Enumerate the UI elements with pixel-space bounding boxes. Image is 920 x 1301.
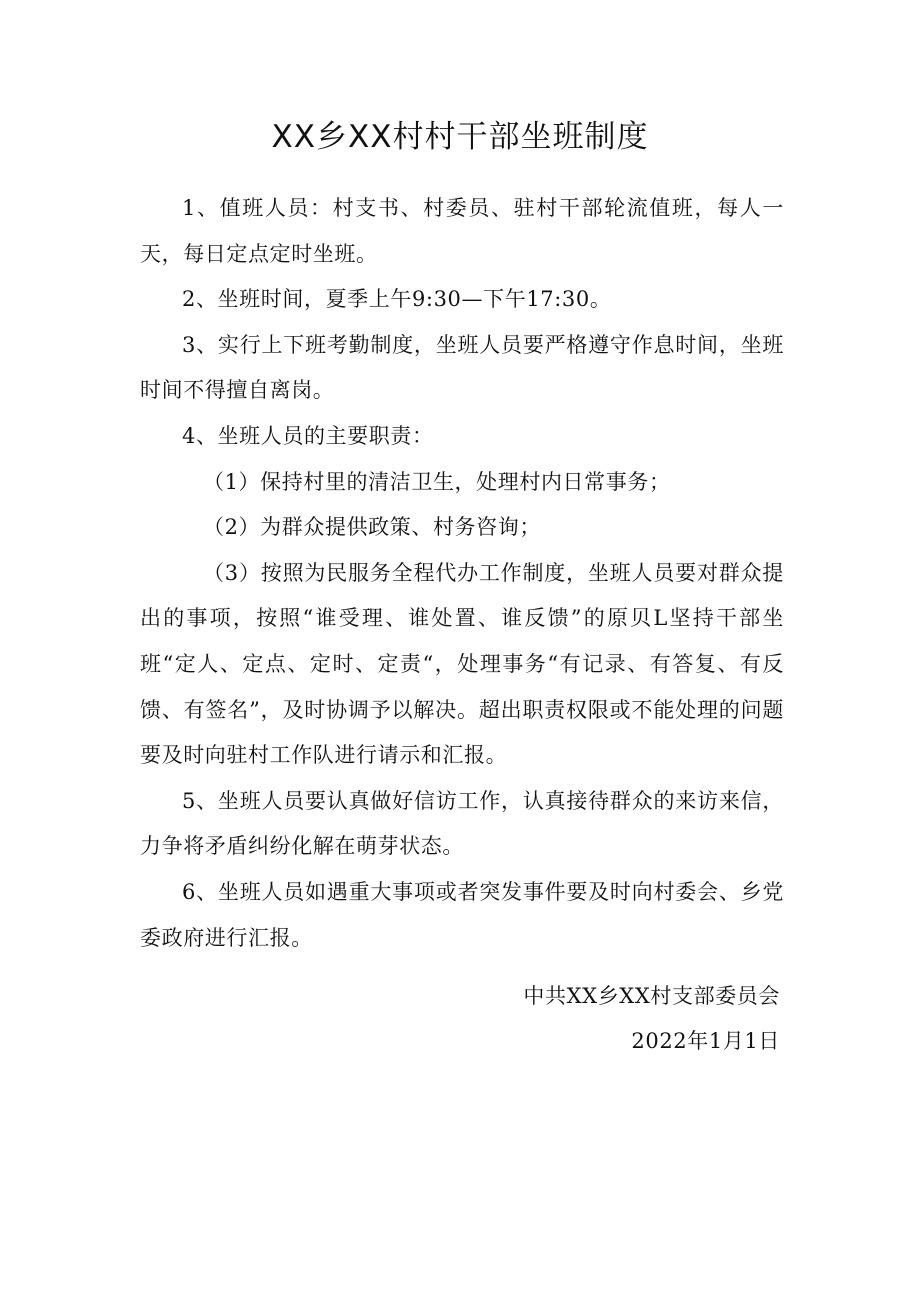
signature-organization: 中共XX乡XX村支部委员会	[523, 984, 780, 1008]
paragraph-attendance: 3、实行上下班考勤制度，坐班人员要严格遵守作息时间，坐班时间不得擅自离岗。	[140, 332, 784, 403]
paragraph-duty-item-3: （3）按照为民服务全程代办工作制度，坐班人员要对群众提出的事项，按照“谁受理、谁处置、谁反馈”的原贝L坚持干部坐班“定人、定点、定时、定责“，处理事务“有记录、有答复、有反馈、有签名”，及时协调予以解决。超出职责权限或不能处理的问题要及时向驻村工作队进行请示和汇报。	[140, 560, 784, 768]
paragraph-petition-work: 5、坐班人员要认真做好信访工作，认真接待群众的来访来信，力争将矛盾纠纷化解在萌芽状态。	[140, 788, 784, 859]
document-body	[140, 186, 784, 961]
paragraph-major-events: 6、坐班人员如遇重大事项或者突发事件要及时向村委会、乡党委政府进行汇报。	[140, 879, 784, 950]
paragraph-office-hours: 2、坐班时间，夏季上午9:30—下午17:30。	[182, 287, 612, 312]
paragraph-duty-item-1: （1）保持村里的清洁卫生，处理村内日常事务；	[203, 469, 671, 494]
signature-date: 2022年1月1日	[631, 1029, 780, 1053]
signature-block	[523, 974, 780, 1064]
paragraph-duty-staff: 1、值班人员：村支书、村委员、驻村干部轮流值班，每人一天，每日定点定时坐班。	[140, 196, 784, 266]
document-title: XX乡XX村村干部坐班制度	[271, 119, 649, 155]
paragraph-duty-item-2: （2）为群众提供政策、村务咨询；	[203, 515, 541, 540]
paragraph-duties-heading: 4、坐班人员的主要职责：	[182, 423, 434, 448]
